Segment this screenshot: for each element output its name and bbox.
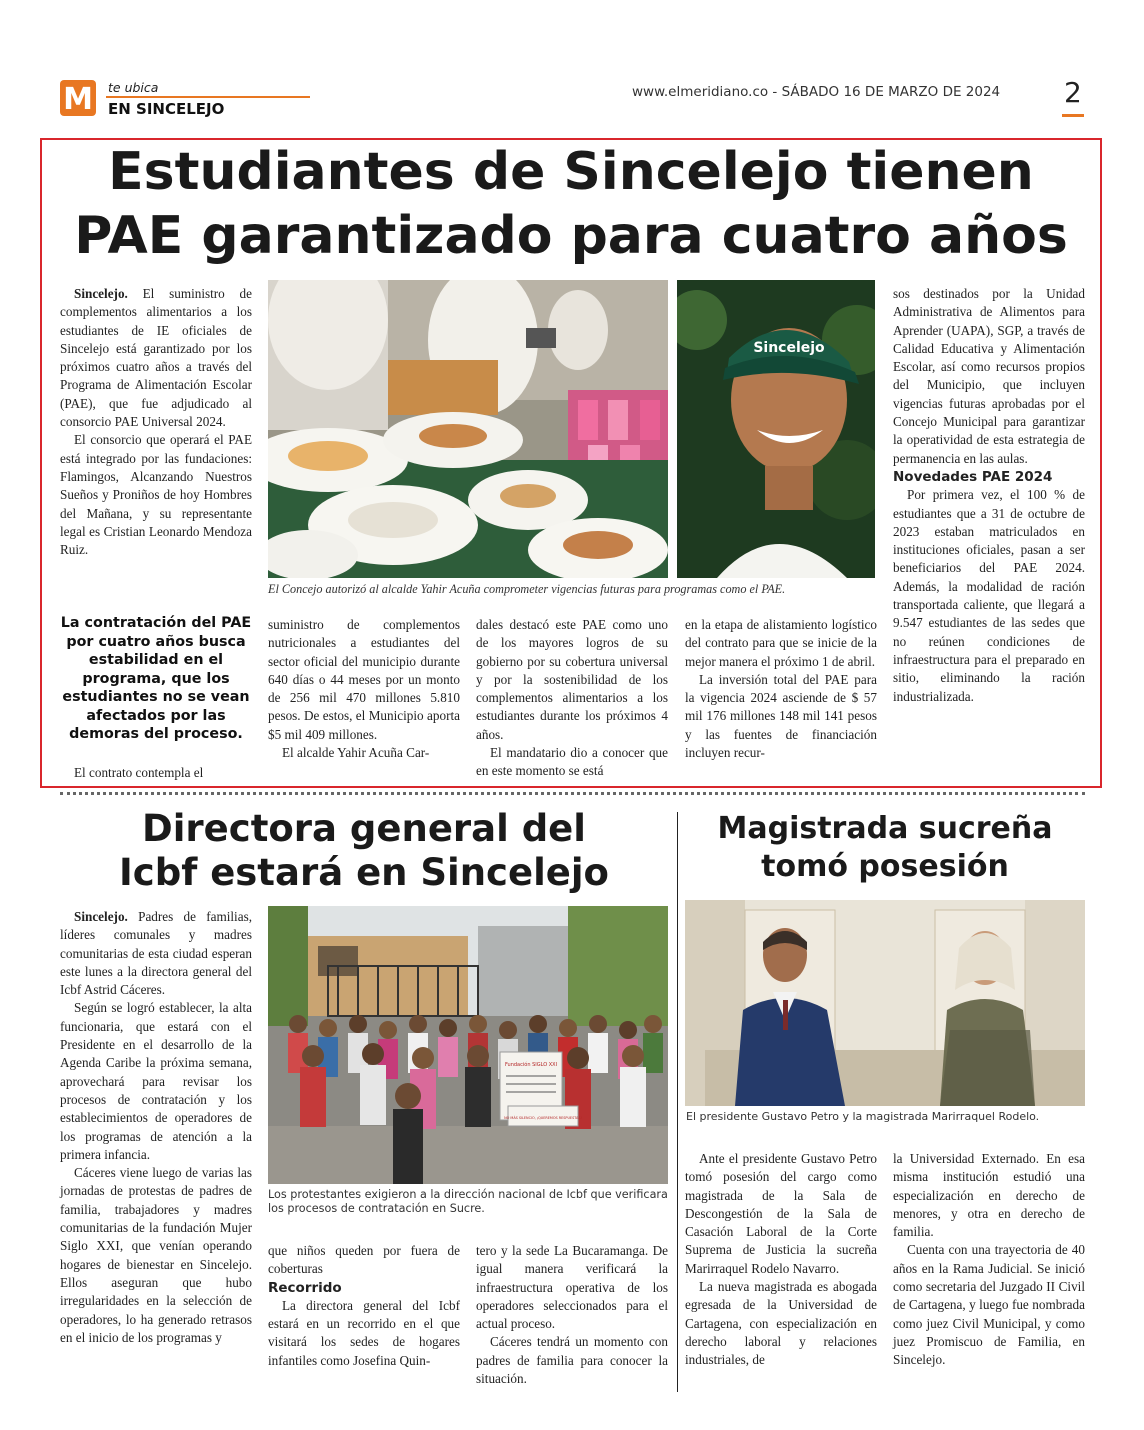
masthead bbox=[0, 0, 1144, 130]
svg-text:NO MÁS SILENCIO, ¡QUEREMOS RES: NO MÁS SILENCIO, ¡QUEREMOS RESPUESTAS! bbox=[504, 1116, 582, 1120]
tagline: te ubica bbox=[108, 80, 159, 95]
article2-headline-line2: Icbf estará en Sincelejo bbox=[119, 851, 609, 894]
article1-column-4: en la etapa de alistamiento logístico del contrato para que se inicie de la mejor manera el próximo 1 de abril. La inversión total del PAE para la vigencia 2024 asciende de $ 57 mil 176 millones 148 mil 141 pesos y las fuentes de financiación incluyen recur- bbox=[685, 617, 877, 761]
article1-column-2: suministro de complementos nutricionales a estudiantes del sector oficial del municipio durante 640 días o 44 meses por un monto de 256 mil 470 millones 5.810 pesos. De estos, el Municipio aporta $5 mil 409 millones. El alcalde Yahir Acuña Car- bbox=[268, 617, 460, 761]
protest-photo bbox=[268, 906, 668, 1184]
article1-column-1: Sincelejo. El suministro de complementos alimentarios a los estudiantes de IE oficiales de Sincelejo está garantizado por los próximos cuatro años a través del Programa de Alimentación Escolar (PAE), que fue adjudicado al consorcio PAE Universal 2024. El consorcio que operará el PAE está integrado por las fundaciones: Flamingos, Alcanzando Nuestros Sueños y Proniños de hoy Hombres del Mañana, y su representante legal es Cristian Leonardo Mendoza Ruiz. bbox=[60, 286, 252, 558]
article1-column-5: sos destinados por la Unidad Administrativa de Alimentos para Aprender (UAPA), SGP, a través de Calidad Educativa y Alimentación Escolar, así como recursos propios del Municipio, que incluyen vigencias futuras aprobadas por el Concejo Municipal para garantizar la operatividad de esta estrategia de permanencia en las aulas. Novedades PAE 2024 Por primera vez, el 100 % de estudiantes que a 31 de octubre de 2023 estaban matriculados en instituciones oficiales, pasan a ser beneficiarios del PAE 2024. Además, la modalidad de ración transportada caliente, que llegará a 9.547 estudiantes de las sedes que no reúnen condiciones de infraestructura para el preparado en sitio, eliminando la ración industrializada. bbox=[893, 286, 1085, 704]
svg-text:M: M bbox=[63, 82, 93, 116]
article1-subhead: Novedades PAE 2024 bbox=[893, 468, 1053, 485]
article2-column-3: tero y la sede La Bucaramanga. De igual manera verificará la infraestructura operativa de los operadores seleccionados para el actual proceso. Cáceres tendrá un momento con padres de familia para conocer la situación. bbox=[476, 1243, 668, 1387]
tagline-underline bbox=[106, 96, 310, 98]
article1-column-3: dales destacó este PAE como uno de los mayores logros de su gobierno por su cobertura universal y por la sostenibilidad de los complementos alimentarios a los estudiantes durante los próximos 4 años. El mandatario dio a conocer que en este momento se está bbox=[476, 617, 668, 779]
article1-photo-caption: El Concejo autorizó al alcalde Yahir Acuña comprometer vigencias futuras para programas como el PAE. bbox=[268, 582, 786, 596]
section-name: EN SINCELEJO bbox=[108, 100, 225, 118]
svg-text:Fundación SIGLO XXI: Fundación SIGLO XXI bbox=[504, 1062, 558, 1068]
dateline: www.elmeridiano.co - SÁBADO 16 DE MARZO DE 2024 bbox=[632, 84, 1001, 100]
magistrate-photo bbox=[685, 900, 1085, 1106]
page-number: 2 bbox=[1064, 76, 1082, 109]
svg-text:Sincelejo: Sincelejo bbox=[753, 340, 825, 356]
article3-column-2: la Universidad Externado. En esa misma institución estudió una especialización en derecho de menores, y otra en derecho de familia. Cuenta con una trayectoria de 40 años en la Rama Judicial. Se inició como secretaria del Juzgado II Civil de Cartagena, y luego fue nombrada como juez Civil Municipal, y como juez Promiscuo de Familia, en Sincelejo. bbox=[893, 1151, 1085, 1368]
mayor-portrait-photo bbox=[677, 280, 875, 578]
article2-photo-caption: Los protestantes exigieron a la dirección nacional de Icbf que verificara los procesos de contratación en Sucre. bbox=[268, 1188, 668, 1215]
article3-column-1: Ante el presidente Gustavo Petro tomó posesión del cargo como magistrada de la Sala de Descongestión de la Sala de Casación Laboral de la Corte Suprema de Justicia la sucreña Marirraquel Rodelo Navarro. La nueva magistrada es abogada egresada de la Universidad de Cartagena, con especialización en derecho laboral y relaciones industriales, de bbox=[685, 1151, 877, 1368]
article2-column-2: que niños queden por fuera de coberturas Recorrido La directora general del Icbf estará en un recorrido en el que visitará los sedes de hogares infantiles como Josefina Quin- bbox=[268, 1243, 460, 1368]
section-divider bbox=[60, 792, 1085, 795]
pae-food-photo bbox=[268, 280, 668, 578]
article1-headline-line2: PAE garantizado para cuatro años bbox=[74, 206, 1068, 266]
article3-headline-line2: tomó posesión bbox=[761, 849, 1009, 884]
logo bbox=[60, 80, 96, 116]
article1-headline-line1: Estudiantes de Sincelejo tienen bbox=[108, 142, 1034, 202]
page-number-underline bbox=[1062, 114, 1084, 117]
article1-lead-place: Sincelejo. bbox=[74, 286, 128, 301]
article2-headline-line1: Directora general del bbox=[142, 807, 586, 850]
article2-column-1: Sincelejo. Padres de familias, líderes comunales y madres comunitarias de esta ciudad esperan este lunes a la directora general del Icbf Astrid Cáceres. Según se logró establecer, la alta funcionaria, que estará con el Presidente en el desarrollo de la Agenda Caribe la próxima semana, aprovechará para revisar los procesos de contratación y los establecimientos de operadores de los programas de atención a la primera infancia. Cáceres viene luego de varias las jornadas de protestas de padres de familia, trabajadores y madres comunitarias de la fundación Mujer Siglo XXI, que venían operando hogares de bienestar en Sincelejo. Ellos aseguran que hubo irregularidades en la selección de operadores, lo ha generado retrasos en el inicio de los programas y bbox=[60, 909, 253, 1345]
article3-photo-caption: El presidente Gustavo Petro y la magistrada Marirraquel Rodelo. bbox=[686, 1110, 1040, 1123]
logo-mark-icon bbox=[60, 80, 96, 116]
article1-column-1-end: El contrato contempla el bbox=[74, 765, 204, 780]
article3-headline-line1: Magistrada sucreña bbox=[717, 811, 1053, 846]
column-rule bbox=[677, 812, 678, 1392]
article2-subhead: Recorrido bbox=[268, 1279, 342, 1296]
article1-pullquote: La contratación del PAE por cuatro años busca estabilidad en el programa, que los estudiantes no se vean afectados por las demoras del proceso. bbox=[60, 615, 252, 742]
